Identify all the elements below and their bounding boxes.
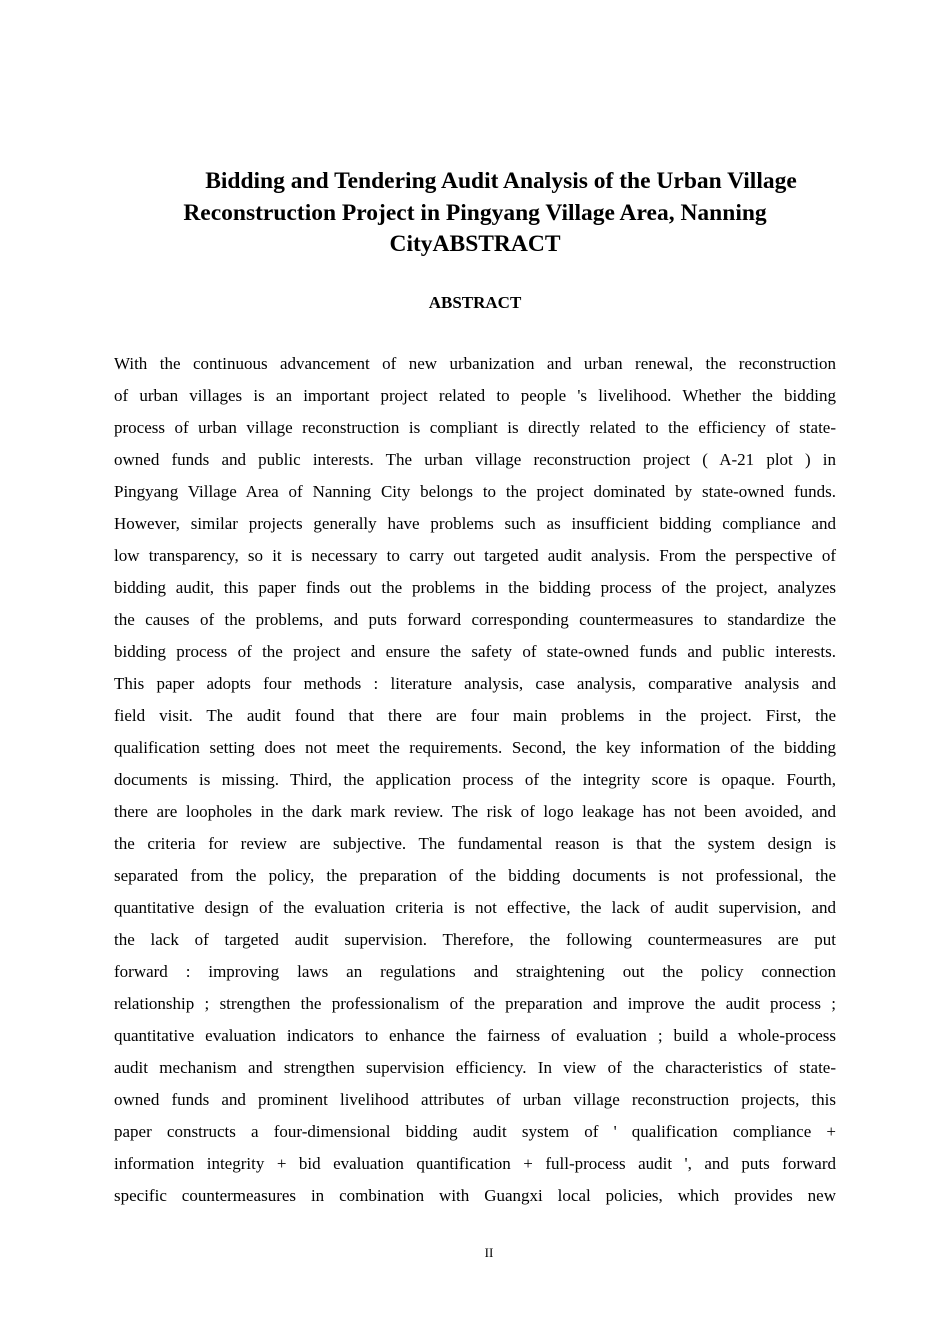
- paper-title: [140, 166, 810, 261]
- body-line: there are loopholes in the dark mark review. The risk of logo leakage has not been avoided, and: [114, 802, 836, 821]
- page-number: II: [484, 1245, 494, 1260]
- body-line: the lack of targeted audit supervision. Therefore, the following countermeasures are put: [114, 930, 836, 949]
- body-line: This paper adopts four methods : literature analysis, case analysis, comparative analysis and: [114, 674, 836, 693]
- body-line: documents is missing. Third, the application process of the integrity score is opaque. Fourth,: [114, 770, 836, 789]
- abstract-body: [114, 348, 836, 1212]
- body-line: quantitative evaluation indicators to enhance the fairness of evaluation ; build a whole-process: [114, 1026, 836, 1045]
- body-line: However, similar projects generally have problems such as insufficient bidding compliance and: [114, 514, 836, 533]
- body-line: bidding process of the project and ensure the safety of state-owned funds and public interests.: [114, 642, 836, 661]
- body-line: low transparency, so it is necessary to carry out targeted audit analysis. From the perspective of: [114, 546, 836, 565]
- body-line: relationship ; strengthen the professionalism of the preparation and improve the audit process ;: [114, 994, 836, 1013]
- body-line: bidding audit, this paper finds out the problems in the bidding process of the project, analyzes: [114, 578, 836, 597]
- abstract-heading: ABSTRACT: [428, 293, 522, 312]
- title-line: Reconstruction Project in Pingyang Village Area, Nanning: [183, 199, 767, 226]
- body-line: the causes of the problems, and puts forward corresponding countermeasures to standardize the: [114, 610, 836, 629]
- body-line: qualification setting does not meet the requirements. Second, the key information of the bidding: [114, 738, 836, 757]
- body-line: paper constructs a four-dimensional bidding audit system of ' qualification compliance +: [114, 1122, 836, 1141]
- body-line: owned funds and public interests. The urban village reconstruction project ( A-21 plot ) in: [114, 450, 836, 469]
- body-line: Pingyang Village Area of Nanning City belongs to the project dominated by state-owned funds.: [114, 482, 836, 501]
- title-line: CityABSTRACT: [389, 231, 561, 257]
- title-line: Bidding and Tendering Audit Analysis of the Urban Village: [205, 168, 797, 194]
- body-line: information integrity + bid evaluation quantification + full-process audit ', and puts forward: [114, 1154, 836, 1173]
- body-line: process of urban village reconstruction is compliant is directly related to the efficiency of state-: [114, 418, 836, 437]
- body-line: audit mechanism and strengthen supervision efficiency. In view of the characteristics of state-: [114, 1058, 836, 1077]
- body-line: the criteria for review are subjective. The fundamental reason is that the system design is: [114, 834, 836, 853]
- body-line: quantitative design of the evaluation criteria is not effective, the lack of audit supervision, and: [114, 898, 836, 917]
- body-line: specific countermeasures in combination with Guangxi local policies, which provides new: [114, 1186, 836, 1205]
- body-line: separated from the policy, the preparation of the bidding documents is not professional, the: [114, 866, 836, 885]
- body-line: field visit. The audit found that there are four main problems in the project. First, the: [114, 706, 836, 725]
- body-line: With the continuous advancement of new urbanization and urban renewal, the reconstruction: [114, 354, 836, 373]
- body-line: forward : improving laws an regulations and straightening out the policy connection: [114, 962, 836, 981]
- body-line: of urban villages is an important project related to people 's livelihood. Whether the bidding: [114, 386, 836, 405]
- body-line: owned funds and prominent livelihood attributes of urban village reconstruction projects, this: [114, 1090, 836, 1109]
